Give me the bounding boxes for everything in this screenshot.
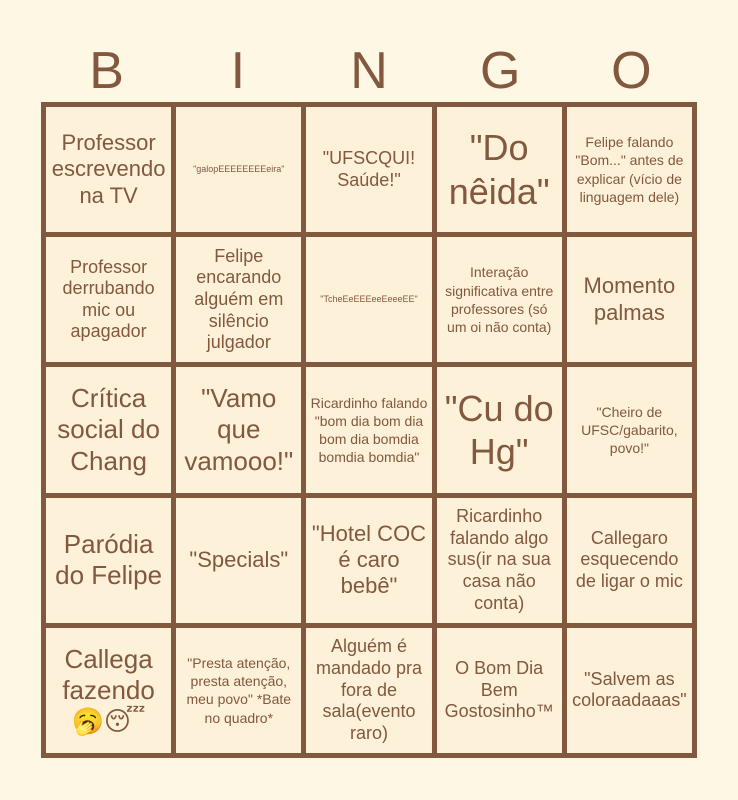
bingo-cell[interactable]	[567, 367, 692, 492]
cell-text: "Salvem as coloraadaaas"	[572, 668, 687, 711]
bingo-cell[interactable]	[306, 237, 431, 362]
cell-text: Professor escrevendo na TV	[51, 130, 166, 208]
header-letter-o: O	[611, 42, 652, 100]
bingo-cell[interactable]	[306, 107, 431, 232]
bingo-cell[interactable]	[437, 367, 562, 492]
bingo-cell[interactable]	[437, 107, 562, 232]
cell-text: Ricardinho falando "bom dia bom dia bom dia bomdia bomdia bomdia"	[310, 394, 428, 466]
bingo-cell[interactable]	[567, 498, 692, 623]
bingo-cell[interactable]	[46, 107, 171, 232]
header-letter-g: G	[479, 42, 521, 100]
cell-text: O Bom Dia Bem Gostosinho™	[444, 658, 554, 722]
bingo-cell[interactable]	[176, 367, 301, 492]
cell-text: Paródia do Felipe	[55, 529, 163, 591]
bingo-cell[interactable]	[306, 498, 431, 623]
cell-text: Professor derrubando mic ou apagador	[62, 256, 155, 342]
cell-text: "TcheEeEEEeeEeeeEE"	[320, 294, 418, 305]
header-letter-i: I	[230, 42, 246, 100]
bingo-cell[interactable]	[567, 237, 692, 362]
bingo-cell[interactable]	[176, 107, 301, 232]
bingo-cell[interactable]	[176, 628, 301, 753]
cell-text: Ricardinho falando algo sus(ir na sua casa não conta)	[447, 506, 551, 613]
bingo-cell[interactable]	[46, 498, 171, 623]
cell-text: "Cheiro de UFSC/gabarito, povo!"	[581, 403, 678, 457]
cell-text: "Specials"	[189, 547, 289, 572]
cell-text: Alguém é mandado pra fora de sala(evento raro)	[315, 636, 423, 743]
bingo-cell[interactable]	[306, 367, 431, 492]
bingo-cell[interactable]	[46, 367, 171, 492]
cell-text: "Vamo que vamooo!"	[184, 383, 294, 476]
cell-text: Momento palmas	[583, 273, 676, 325]
cell-text: Crítica social do Chang	[57, 383, 160, 476]
cell-text: "UFSCQUI! Saúde!"	[322, 148, 416, 190]
cell-text: "Cu do Hg"	[444, 387, 554, 472]
bingo-cell[interactable]	[46, 628, 171, 753]
bingo-cell[interactable]	[437, 628, 562, 753]
cell-text: Callega fazendo 🥱😴	[62, 643, 155, 736]
header-letter-n: N	[350, 42, 388, 100]
bingo-cell[interactable]	[567, 628, 692, 753]
bingo-board	[41, 102, 697, 758]
bingo-header	[41, 40, 697, 102]
bingo-cell[interactable]	[176, 237, 301, 362]
cell-text: Callegaro esquecendo de ligar o mic	[575, 527, 683, 591]
bingo-cell[interactable]	[46, 237, 171, 362]
bingo-cell[interactable]	[437, 237, 562, 362]
bingo-cell[interactable]	[306, 628, 431, 753]
cell-text: "galopEEEEEEEEeira"	[193, 164, 285, 175]
cell-text: "Hotel COC é caro bebê"	[311, 520, 427, 599]
cell-text: Felipe encarando alguém em silêncio julgador	[194, 245, 284, 353]
bingo-cell[interactable]	[437, 498, 562, 623]
cell-text: "Presta atenção, presta atenção, meu povo" *Bate no quadro*	[186, 655, 292, 726]
bingo-cell[interactable]	[176, 498, 301, 623]
cell-text: Felipe falando "Bom..." antes de explicar (vício de linguagem dele)	[575, 134, 684, 205]
header-letter-b: B	[89, 42, 124, 100]
cell-text: Interação significativa entre professores (só um oi não conta)	[445, 264, 554, 335]
bingo-cell[interactable]	[567, 107, 692, 232]
cell-text: "Do nêida"	[448, 127, 550, 212]
